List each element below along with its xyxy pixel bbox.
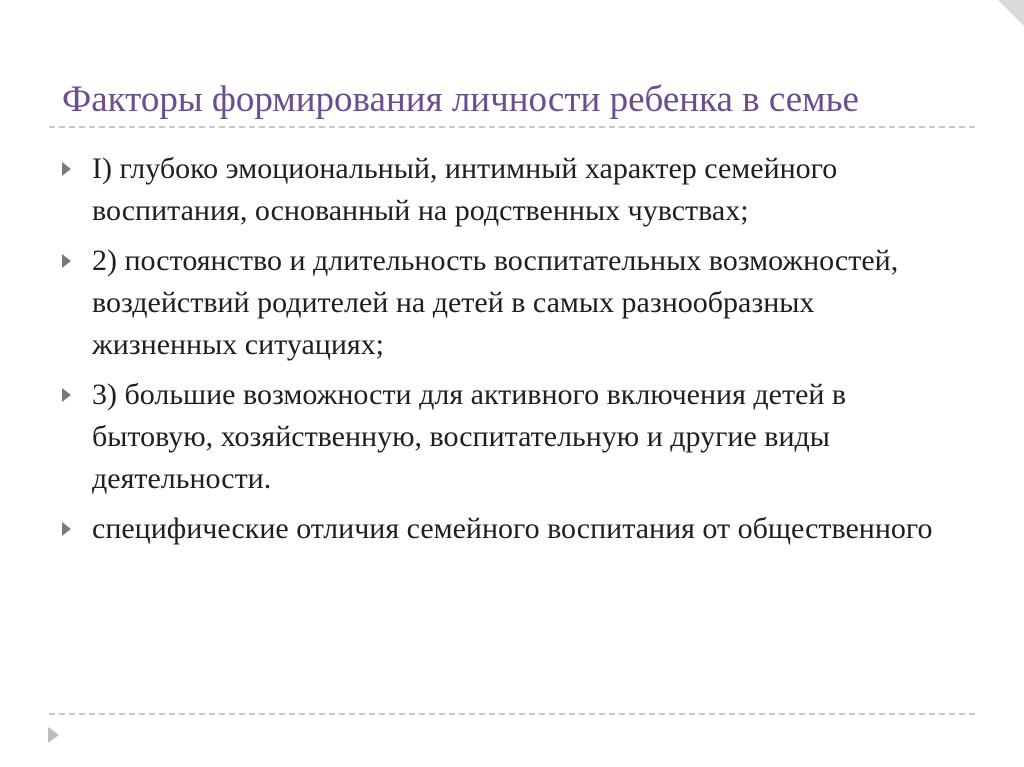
bullet-item bbox=[62, 240, 962, 366]
footer-divider bbox=[49, 713, 975, 715]
bullet-item bbox=[62, 148, 962, 232]
slide-title: Факторы формирования личности ребенка в семье bbox=[62, 79, 859, 120]
bullet-list bbox=[62, 148, 962, 558]
footer-arrow-icon bbox=[48, 727, 59, 743]
title-divider bbox=[49, 126, 975, 128]
bullet-arrow-icon bbox=[62, 162, 71, 176]
bullet-arrow-icon bbox=[62, 522, 71, 536]
bullet-item bbox=[62, 508, 962, 550]
bullet-arrow-icon bbox=[62, 388, 71, 402]
corner-triangle-icon bbox=[998, 0, 1024, 26]
bullet-text: I) глубоко эмоциональный, интимный характер семейного воспитания, основанный на родственных чувствах; bbox=[92, 152, 838, 227]
bullet-text: 3) большие возможности для активного включения детей в бытовую, хозяйственную, воспитательную и другие виды деятельности. bbox=[92, 378, 847, 495]
bullet-arrow-icon bbox=[62, 254, 71, 268]
bullet-text: специфические отличия семейного воспитания от общественного bbox=[92, 512, 933, 545]
bullet-item bbox=[62, 374, 962, 500]
bullet-text: 2) постоянство и длительность воспитательных возможностей, воздействий родителей на детей в самых разнообразных жизненных ситуациях; bbox=[92, 244, 899, 361]
